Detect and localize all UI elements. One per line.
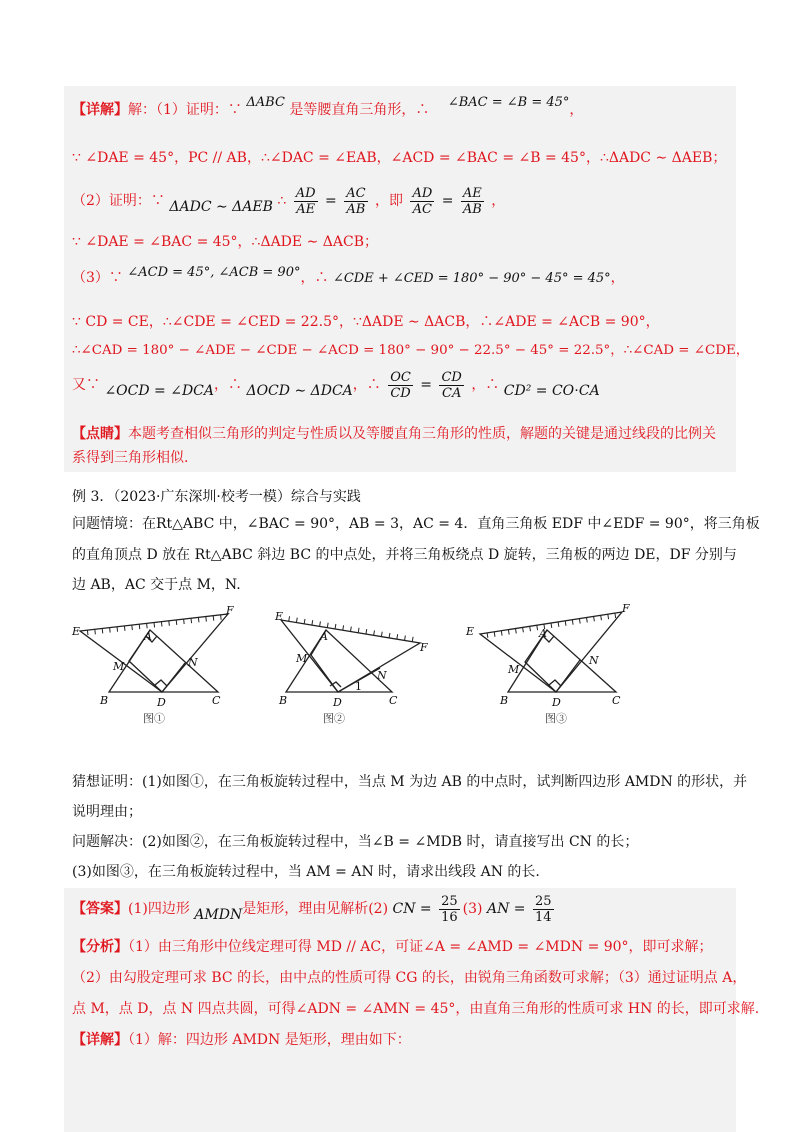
svg-text:A: A xyxy=(320,630,328,643)
svg-text:M: M xyxy=(508,663,520,676)
fraction-ac-ab: $\frac{AC}{AB}$ xyxy=(346,185,366,217)
ruler-tick xyxy=(594,616,595,621)
fraction-ad-ae: $\frac{AD}{AE}$ xyxy=(295,185,316,217)
figure-2 xyxy=(274,610,428,725)
ruler-tick xyxy=(579,619,580,624)
ruler-tick xyxy=(184,619,185,624)
ruler-tick xyxy=(169,621,170,626)
svg-text:N: N xyxy=(589,654,599,667)
comment-line-1: 【点睛】本题考查相似三角形的判定与性质以及等腰直角三角形的性质，解题的关键是通过线段的比例关 xyxy=(72,426,716,442)
ruler-tick xyxy=(213,616,214,621)
analysis-line-2: （2）由勾股定理可求 BC 的长，由中点的性质可得 CG 的长，由锐角三角函数可求解；（3）通过证明点 A， xyxy=(72,970,747,986)
ruler-tick xyxy=(601,615,602,620)
analysis-line-3: 点 M，点 D，点 N 四点共圆，可得∠ADN = ∠AMN = 45°，由直角三角形的性质可求 HN 的长，即可求解. xyxy=(72,1001,760,1017)
svg-text:A: A xyxy=(144,630,152,643)
ruler-tick xyxy=(206,617,207,622)
ruler-tick xyxy=(176,620,177,625)
figure-1 xyxy=(71,604,234,725)
ruler-tick xyxy=(412,637,413,642)
ruler-tick xyxy=(110,628,111,633)
ruler-tick xyxy=(198,617,199,622)
geometry-figures xyxy=(0,600,800,740)
ruler-tick xyxy=(296,618,297,623)
svg-text:C: C xyxy=(389,694,398,707)
ruler-tick xyxy=(397,634,398,639)
ruler-tick xyxy=(523,627,524,632)
ruler-tick xyxy=(501,631,502,636)
answer-tag: 【答案】 xyxy=(72,901,128,917)
fraction-ae-ab: $\frac{AE}{AB}$ xyxy=(462,185,482,217)
problem-line-2: 的直角顶点 D 放在 Rt△ABC 斜边 BC 的中点处，并将三角板绕点 D 旋转，三角板的两边 DE，DF 分别与 xyxy=(72,547,737,563)
svg-text:E: E xyxy=(275,610,284,623)
svg-text:D: D xyxy=(333,696,342,709)
detail-line-1: 【详解】解：（1）证明：∵ ΔABC 是等腰直角三角形，∴ ∠BAC = ∠B = 45°， xyxy=(72,95,584,118)
detail-line-5: （3）∵ ∠ACD = 45°, ∠ACB = 90°，∴ ∠CDE + ∠CED = 180° − 90° − 45° = 45°， xyxy=(72,265,625,286)
comment-line-2: 系得到三角形相似. xyxy=(72,450,189,466)
svg-text:E: E xyxy=(466,625,475,638)
detail-line-6: ∵ CD = CE，∴∠CDE = ∠CED = 22.5°，∵ΔADE ∼ ΔACB，∴∠ADE = ∠ACB = 90°， xyxy=(72,314,660,330)
ruler-tick xyxy=(608,614,609,619)
question-1-line-2: 说明理由； xyxy=(72,804,142,820)
ruler-tick xyxy=(551,623,552,628)
svg-text:N: N xyxy=(188,656,198,669)
analysis-tag: 【分析】 xyxy=(72,939,128,955)
caption-fig-3: 图③ xyxy=(545,712,567,725)
ruler-tick xyxy=(87,630,88,635)
ruler-tick xyxy=(117,627,118,632)
svg-text:M: M xyxy=(113,660,125,673)
ruler-tick xyxy=(327,623,328,628)
svg-text:F: F xyxy=(226,604,234,617)
question-1-line-1: 猜想证明：(1)如图①，在三角板旋转过程中，当点 M 为边 AB 的中点时，试判断四边形 AMDN 的形状，并 xyxy=(72,774,748,790)
ruler-tick xyxy=(558,622,559,627)
svg-text:A: A xyxy=(539,627,547,640)
svg-text:D: D xyxy=(157,696,166,709)
svg-text:F: F xyxy=(420,641,428,654)
svg-text:M: M xyxy=(296,652,308,665)
svg-text:B: B xyxy=(100,694,109,707)
svg-text:C: C xyxy=(612,694,621,707)
question-2: 问题解决：(2)如图②，在三角板旋转过程中，当∠B = ∠MDB 时，请直接写出 CN 的长； xyxy=(72,834,639,850)
fraction-25-14: $\frac{25}{14}$ xyxy=(534,893,552,925)
ruler-tick xyxy=(508,630,509,635)
analysis-line-1: 【分析】（1）由三角形中位线定理可得 MD // AC，可证∠A = ∠AMD = ∠MDN = 90°，即可求解； xyxy=(72,939,713,955)
ruler-tick xyxy=(102,628,103,633)
answer-line: 【答案】(1)四边形 AMDN是矩形，理由见解析(2) CN = $\frac{25}{16}$ (3) AN = $\frac{25}{14}$ xyxy=(72,893,552,925)
right-angle-mark-d1 xyxy=(155,680,167,686)
fraction-cd-ca: $\frac{CD}{CA}$ xyxy=(441,369,462,401)
ruler-tick xyxy=(358,628,359,633)
ruler-tick xyxy=(95,629,96,634)
ruler-tick xyxy=(161,622,162,627)
svg-text:C: C xyxy=(212,694,221,707)
ruler-tick xyxy=(374,630,375,635)
comment-tag: 【点睛】 xyxy=(72,426,128,442)
svg-text:B: B xyxy=(500,694,509,707)
svg-text:1: 1 xyxy=(355,680,362,693)
problem-line-1: 问题情境：在Rt△ABC 中，∠BAC = 90°，AB = 3，AC = 4．直角三角板 EDF 中∠EDF = 90°，将三角板 xyxy=(72,516,760,532)
ruler-tick xyxy=(494,632,495,637)
ruler-tick xyxy=(530,626,531,631)
ruler-tick xyxy=(565,621,566,626)
ruler-tick xyxy=(516,629,517,634)
svg-text:D: D xyxy=(552,696,561,709)
detail-line-4: ∵ ∠DAE = ∠BAC = 45°，∴ΔADE ∼ ΔACB； xyxy=(72,234,378,250)
ruler-tick xyxy=(132,625,133,630)
ruler-tick xyxy=(615,613,616,618)
ruler-tick xyxy=(343,625,344,630)
svg-text:N: N xyxy=(377,669,387,682)
question-3: (3)如图③，在三角板旋转过程中，当 AM = AN 时，请求出线段 AN 的长. xyxy=(72,864,540,880)
detail-line-8: 又∵ ∠OCD = ∠DCA，∴ ΔOCD ∼ ΔDCA，∴ $\frac{OC}{CD}$ = $\frac{CD}{CA}$ ，∴ CD² = CO⋅CA xyxy=(72,369,600,401)
ruler-tick xyxy=(147,623,148,628)
detail2-line-1: 【详解】（1）解：四边形 AMDN 是矩形，理由如下： xyxy=(72,1032,411,1048)
ruler-tick xyxy=(312,620,313,625)
example-title: 例 3．（2023·广东深圳·校考一模）综合与实践 xyxy=(72,489,361,505)
detail-line-2: ∵ ∠DAE = 45°，PC // AB，∴∠DAC = ∠EAB，∠ACD = ∠BAC = ∠B = 45°，∴ΔADC ∼ ΔAEB； xyxy=(72,150,727,166)
caption-fig-2: 图② xyxy=(323,712,345,725)
ruler-tick xyxy=(351,627,352,632)
problem-line-3: 边 AB，AC 交于点 M，N. xyxy=(72,577,241,593)
detail-line-7: ∴∠CAD = 180° − ∠ADE − ∠CDE − ∠ACD = 180° − 90° − 22.5° − 45° = 22.5°，∴∠CAD = ∠CDE， xyxy=(72,343,750,358)
ruler-tick xyxy=(366,629,367,634)
ruler-tick xyxy=(381,632,382,637)
ruler-tick xyxy=(537,625,538,630)
ruler-tick xyxy=(320,621,321,626)
ruler-tick xyxy=(289,616,290,621)
detail-line-3: （2）证明：∵ ΔADC ∼ ΔAEB ∴ $\frac{AD}{AE}$ = $\frac{AC}{AB}$ ，即 $\frac{AD}{AC}$ = $\frac{AE}{AB}$ ， xyxy=(72,185,506,217)
ruler-tick xyxy=(154,623,155,628)
fraction-25-16: $\frac{25}{16}$ xyxy=(441,893,458,925)
ruler-tick xyxy=(405,636,406,641)
figure-3 xyxy=(465,602,630,725)
ruler-tick xyxy=(191,618,192,623)
svg-text:E: E xyxy=(72,625,81,638)
ruler-tick xyxy=(587,618,588,623)
ruler-tick xyxy=(389,633,390,638)
ruler-tick xyxy=(221,615,222,620)
right-angle-mark-d3 xyxy=(549,680,561,686)
detail2-tag: 【详解】 xyxy=(72,1032,128,1048)
ruler-tick xyxy=(304,619,305,624)
ruler-tick xyxy=(487,633,488,638)
svg-text:B: B xyxy=(279,694,288,707)
svg-text:F: F xyxy=(622,602,630,615)
ruler-tick xyxy=(124,626,125,631)
detail-tag: 【详解】 xyxy=(72,102,128,118)
caption-fig-1: 图① xyxy=(143,712,165,725)
fraction-ad-ac: $\frac{AD}{AC}$ xyxy=(412,185,433,217)
ruler-tick xyxy=(335,624,336,629)
ruler-tick xyxy=(139,624,140,629)
ruler-tick xyxy=(572,620,573,625)
fraction-oc-cd: $\frac{OC}{CD}$ xyxy=(390,369,411,401)
